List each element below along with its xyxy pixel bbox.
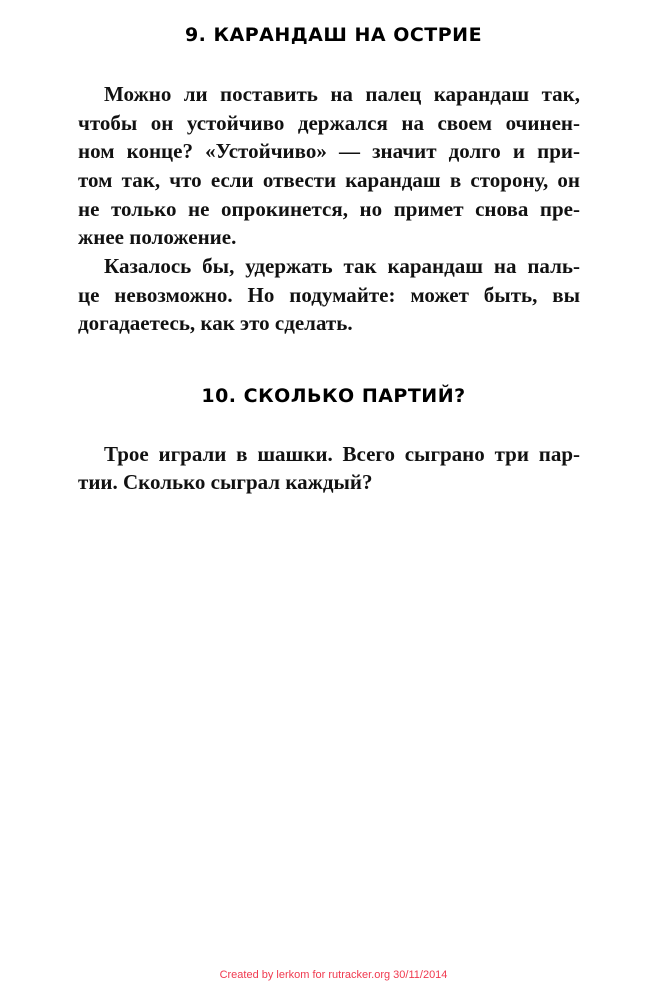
- section-10-heading: 10. СКОЛЬКО ПАРТИЙ?: [201, 385, 466, 407]
- watermark-footer: Created by lerkom for rutracker.org 30/11/2014: [219, 969, 448, 981]
- paragraph-line: ном конце? «Устойчиво» — значит долго и при-: [78, 139, 580, 163]
- paragraph-line: тии. Сколько сыграл каждый?: [78, 470, 373, 494]
- paragraph-line: Казалось бы, удержать так карандаш на паль-: [104, 254, 580, 278]
- paragraph-line: догадаетесь, как это сделать.: [78, 311, 353, 335]
- paragraph-line: жнее положение.: [78, 225, 237, 249]
- paragraph-line: том так, что если отвести карандаш в сторону, он: [78, 168, 580, 192]
- paragraph-line: чтобы он устойчиво держался на своем очинен-: [78, 111, 580, 135]
- paragraph-line: це невозможно. Но подумайте: может быть, вы: [78, 283, 580, 307]
- paragraph-line: Можно ли поставить на палец карандаш так,: [104, 82, 580, 106]
- paragraph-line: Трое играли в шашки. Всего сыграно три пар-: [104, 442, 580, 466]
- section-9-heading: 9. КАРАНДАШ НА ОСТРИЕ: [184, 24, 483, 46]
- paragraph-line: не только не опрокинется, но примет снова пре-: [78, 197, 580, 221]
